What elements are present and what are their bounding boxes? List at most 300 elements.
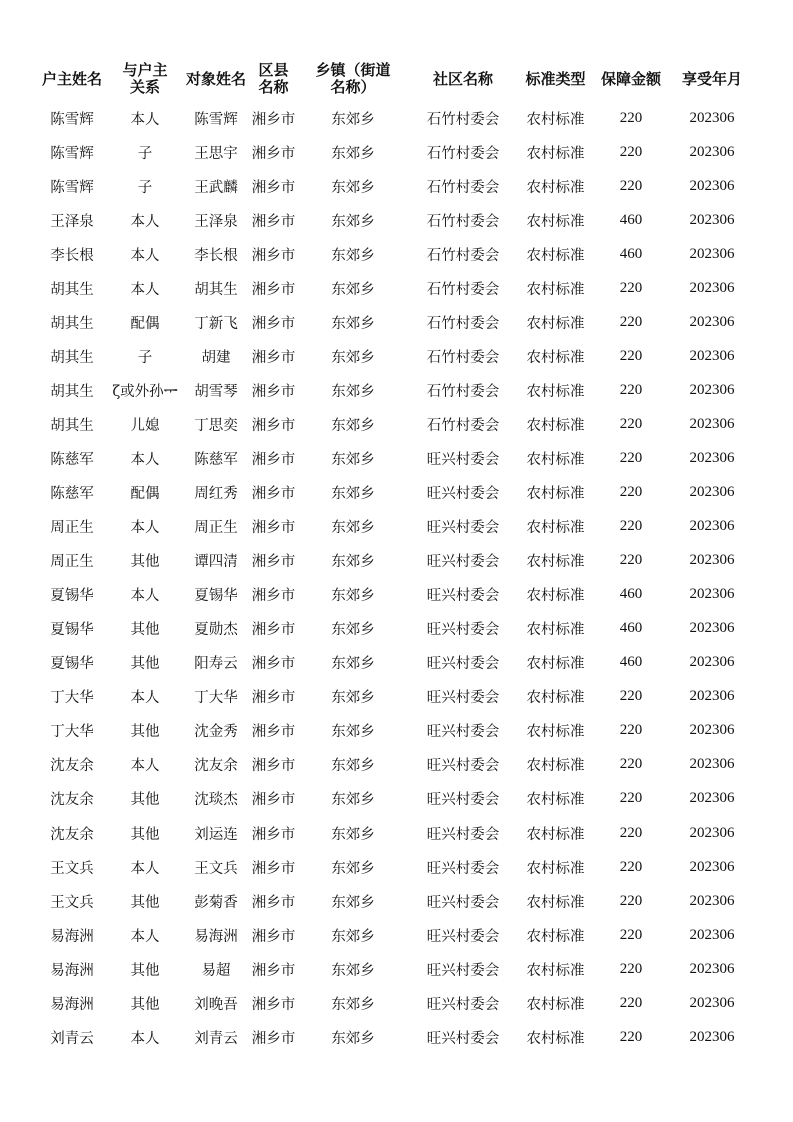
cell-amount xyxy=(594,101,668,135)
cell-town xyxy=(297,850,409,884)
cell-county xyxy=(250,714,297,748)
cell-amount xyxy=(594,441,668,475)
cell-text: 202306 xyxy=(689,824,735,841)
subsidy-table xyxy=(36,57,756,1054)
cell-text: 胡建 xyxy=(201,349,231,366)
cell-text: 石竹村委会 xyxy=(426,349,500,366)
cell-county xyxy=(250,339,297,373)
cell-householder-name xyxy=(36,680,108,714)
table-row xyxy=(36,884,756,918)
cell-text: 本人 xyxy=(130,213,160,230)
cell-text: 其他 xyxy=(130,894,160,911)
cell-relation xyxy=(108,476,182,510)
cell-standard-type xyxy=(517,714,594,748)
cell-amount xyxy=(594,407,668,441)
cell-amount xyxy=(594,782,668,816)
cell-relation xyxy=(108,680,182,714)
cell-text: 李长根 xyxy=(194,247,238,264)
cell-text: 湘乡市 xyxy=(251,690,296,707)
cell-text: 农村标准 xyxy=(526,486,585,503)
cell-text: 农村标准 xyxy=(526,996,585,1013)
cell-recipient-name xyxy=(182,169,250,203)
header-town-name: 乡镇（街道名称） xyxy=(315,61,391,96)
cell-text: 460 xyxy=(619,654,643,671)
cell-householder-name xyxy=(36,646,108,680)
cell-text: 东郊乡 xyxy=(331,383,375,400)
cell-text: 湘乡市 xyxy=(251,962,296,979)
cell-householder-name xyxy=(36,782,108,816)
cell-text: 农村标准 xyxy=(526,451,585,468)
cell-text: 旺兴村委会 xyxy=(426,690,500,707)
cell-text: 本人 xyxy=(130,451,160,468)
cell-period xyxy=(668,476,756,510)
cell-community xyxy=(409,169,517,203)
cell-text: 湘乡市 xyxy=(251,281,296,298)
cell-text: 湘乡市 xyxy=(251,622,296,639)
cell-county xyxy=(250,305,297,339)
cell-text: 丁新飞 xyxy=(194,315,238,332)
cell-text: 东郊乡 xyxy=(331,724,375,741)
cell-community xyxy=(409,782,517,816)
cell-standard-type xyxy=(517,816,594,850)
table-row xyxy=(36,850,756,884)
cell-community xyxy=(409,441,517,475)
cell-period xyxy=(668,986,756,1020)
cell-standard-type xyxy=(517,782,594,816)
cell-recipient-name xyxy=(182,680,250,714)
cell-recipient-name xyxy=(182,271,250,305)
cell-text: 子 xyxy=(137,349,153,366)
cell-recipient-name xyxy=(182,373,250,407)
cell-text: 202306 xyxy=(689,347,735,364)
table-row xyxy=(36,1020,756,1054)
cell-householder-name xyxy=(36,373,108,407)
cell-text: 本人 xyxy=(130,588,160,605)
cell-text: 202306 xyxy=(689,518,735,535)
cell-standard-type xyxy=(517,305,594,339)
cell-period xyxy=(668,578,756,612)
table-row xyxy=(36,748,756,782)
cell-text: 李长根 xyxy=(50,247,94,264)
cell-county xyxy=(250,237,297,271)
cell-text: 其他 xyxy=(130,826,160,843)
header-county-name: 区县名称 xyxy=(258,61,289,96)
cell-text: 东郊乡 xyxy=(331,860,375,877)
cell-text: 农村标准 xyxy=(526,860,585,877)
cell-text: 220 xyxy=(619,143,643,160)
table-row xyxy=(36,101,756,135)
cell-period xyxy=(668,305,756,339)
cell-text: 其他 xyxy=(130,554,160,571)
cell-text: 夏锡华 xyxy=(194,588,238,605)
table-row xyxy=(36,544,756,578)
cell-text: 旺兴村委会 xyxy=(426,792,500,809)
cell-period xyxy=(668,612,756,646)
cell-text: 本人 xyxy=(130,111,160,128)
cell-text: 旺兴村委会 xyxy=(426,928,500,945)
cell-town xyxy=(297,203,409,237)
cell-amount xyxy=(594,135,668,169)
cell-text: 农村标准 xyxy=(526,656,585,673)
cell-text: 220 xyxy=(619,449,643,466)
cell-amount xyxy=(594,544,668,578)
cell-text: 胡其生 xyxy=(50,417,94,434)
cell-text: 东郊乡 xyxy=(331,111,375,128)
cell-text: 湘乡市 xyxy=(251,247,296,264)
cell-community xyxy=(409,884,517,918)
cell-county xyxy=(250,612,297,646)
cell-relation xyxy=(108,237,182,271)
cell-amount xyxy=(594,816,668,850)
cell-community xyxy=(409,203,517,237)
cell-text: 460 xyxy=(619,620,643,637)
cell-community xyxy=(409,850,517,884)
cell-text: 湘乡市 xyxy=(251,213,296,230)
cell-text: 东郊乡 xyxy=(331,486,375,503)
cell-county xyxy=(250,850,297,884)
cell-town xyxy=(297,612,409,646)
cell-text: 本人 xyxy=(130,860,160,877)
cell-text: 旺兴村委会 xyxy=(426,1030,500,1047)
cell-text: 湘乡市 xyxy=(251,588,296,605)
cell-standard-type xyxy=(517,544,594,578)
cell-county xyxy=(250,646,297,680)
cell-county xyxy=(250,135,297,169)
cell-text: 胡雪琴 xyxy=(194,383,238,400)
cell-period xyxy=(668,816,756,850)
cell-recipient-name xyxy=(182,578,250,612)
cell-text: 湘乡市 xyxy=(251,928,296,945)
cell-town xyxy=(297,510,409,544)
cell-recipient-name xyxy=(182,135,250,169)
cell-text: 湘乡市 xyxy=(251,1030,296,1047)
cell-community xyxy=(409,237,517,271)
cell-text: 220 xyxy=(619,926,643,943)
cell-town xyxy=(297,986,409,1020)
cell-standard-type xyxy=(517,101,594,135)
cell-text: 202306 xyxy=(689,586,735,603)
cell-text: 旺兴村委会 xyxy=(426,554,500,571)
cell-relation xyxy=(108,305,182,339)
cell-period xyxy=(668,203,756,237)
cell-text: 旺兴村委会 xyxy=(426,758,500,775)
cell-period xyxy=(668,714,756,748)
cell-text: 220 xyxy=(619,858,643,875)
cell-community xyxy=(409,373,517,407)
cell-householder-name xyxy=(36,612,108,646)
cell-text: 东郊乡 xyxy=(331,656,375,673)
table-row xyxy=(36,237,756,271)
cell-text: 202306 xyxy=(689,177,735,194)
cell-text: 202306 xyxy=(689,449,735,466)
cell-text: 202306 xyxy=(689,143,735,160)
cell-community xyxy=(409,578,517,612)
cell-text: 夏锡华 xyxy=(50,622,94,639)
cell-standard-type xyxy=(517,271,594,305)
cell-community xyxy=(409,714,517,748)
header-amount: 保障金额 xyxy=(600,69,661,88)
cell-text: 农村标准 xyxy=(526,520,585,537)
cell-recipient-name xyxy=(182,544,250,578)
cell-text: 王文兵 xyxy=(194,860,238,877)
cell-county xyxy=(250,271,297,305)
cell-text: 202306 xyxy=(689,926,735,943)
cell-period xyxy=(668,237,756,271)
cell-text: 202306 xyxy=(689,245,735,262)
table-row xyxy=(36,986,756,1020)
cell-text: 220 xyxy=(619,347,643,364)
table-row xyxy=(36,271,756,305)
cell-householder-name xyxy=(36,714,108,748)
cell-text: 本人 xyxy=(130,758,160,775)
cell-text: 本人 xyxy=(130,281,160,298)
table-row xyxy=(36,373,756,407)
cell-relation xyxy=(108,748,182,782)
cell-period xyxy=(668,884,756,918)
cell-text: 农村标准 xyxy=(526,383,585,400)
cell-town xyxy=(297,1020,409,1054)
cell-text: 胡其生 xyxy=(50,383,94,400)
cell-text: 沈友余 xyxy=(50,792,94,809)
cell-text: 202306 xyxy=(689,688,735,705)
table-row xyxy=(36,476,756,510)
cell-text: 农村标准 xyxy=(526,1030,585,1047)
cell-text: 丁大华 xyxy=(194,690,238,707)
cell-text: 陈雪辉 xyxy=(194,111,238,128)
cell-county xyxy=(250,748,297,782)
cell-period xyxy=(668,782,756,816)
cell-standard-type xyxy=(517,748,594,782)
cell-period xyxy=(668,748,756,782)
cell-text: 220 xyxy=(619,1028,643,1045)
cell-amount xyxy=(594,986,668,1020)
cell-standard-type xyxy=(517,850,594,884)
cell-text: 东郊乡 xyxy=(331,588,375,605)
cell-period xyxy=(668,510,756,544)
cell-text: 220 xyxy=(619,109,643,126)
cell-town xyxy=(297,748,409,782)
cell-text: 本人 xyxy=(130,690,160,707)
cell-relation xyxy=(108,1020,182,1054)
header-householder-name: 户主姓名 xyxy=(41,69,102,88)
cell-householder-name xyxy=(36,510,108,544)
cell-text: 农村标准 xyxy=(526,792,585,809)
cell-town xyxy=(297,237,409,271)
cell-community xyxy=(409,748,517,782)
cell-recipient-name xyxy=(182,339,250,373)
cell-town xyxy=(297,680,409,714)
cell-text: 农村标准 xyxy=(526,315,585,332)
cell-standard-type xyxy=(517,952,594,986)
cell-text: 石竹村委会 xyxy=(426,417,500,434)
cell-town xyxy=(297,544,409,578)
cell-text: 王文兵 xyxy=(50,894,94,911)
cell-text: 胡其生 xyxy=(194,281,238,298)
cell-text: 夏锡华 xyxy=(50,656,94,673)
cell-town xyxy=(297,169,409,203)
cell-town xyxy=(297,476,409,510)
cell-text: 东郊乡 xyxy=(331,179,375,196)
cell-text: 沈友余 xyxy=(50,826,94,843)
cell-relation xyxy=(108,782,182,816)
cell-text: 202306 xyxy=(689,620,735,637)
cell-period xyxy=(668,373,756,407)
cell-standard-type xyxy=(517,1020,594,1054)
cell-text: 王泽泉 xyxy=(194,213,238,230)
cell-text: 220 xyxy=(619,960,643,977)
cell-text: 旺兴村委会 xyxy=(426,451,500,468)
cell-recipient-name xyxy=(182,1020,250,1054)
cell-text: 220 xyxy=(619,381,643,398)
cell-county xyxy=(250,884,297,918)
cell-relation xyxy=(108,612,182,646)
cell-amount xyxy=(594,1020,668,1054)
cell-town xyxy=(297,101,409,135)
cell-town xyxy=(297,407,409,441)
cell-text: 易海洲 xyxy=(50,962,94,979)
cell-text: 其他 xyxy=(130,724,160,741)
cell-householder-name xyxy=(36,169,108,203)
cell-text: 旺兴村委会 xyxy=(426,860,500,877)
cell-text: 220 xyxy=(619,279,643,296)
cell-text: 湘乡市 xyxy=(251,145,296,162)
cell-text: 东郊乡 xyxy=(331,520,375,537)
header-row xyxy=(36,57,756,101)
cell-text: 农村标准 xyxy=(526,145,585,162)
cell-text: 其他 xyxy=(130,996,160,1013)
cell-recipient-name xyxy=(182,305,250,339)
cell-text: 王文兵 xyxy=(50,860,94,877)
cell-text: 农村标准 xyxy=(526,213,585,230)
cell-text: 220 xyxy=(619,756,643,773)
table-row xyxy=(36,510,756,544)
cell-text: 湘乡市 xyxy=(251,758,296,775)
cell-text: 202306 xyxy=(689,892,735,909)
cell-town xyxy=(297,135,409,169)
table-row xyxy=(36,782,756,816)
cell-text: 阳寿云 xyxy=(194,656,238,673)
cell-text: 湘乡市 xyxy=(251,451,296,468)
cell-relation xyxy=(108,850,182,884)
cell-amount xyxy=(594,305,668,339)
cell-text: 东郊乡 xyxy=(331,622,375,639)
cell-text: 沈琰杰 xyxy=(194,792,238,809)
cell-period xyxy=(668,952,756,986)
cell-text: 东郊乡 xyxy=(331,792,375,809)
cell-text: 谭四清 xyxy=(194,554,238,571)
cell-county xyxy=(250,1020,297,1054)
cell-text: 农村标准 xyxy=(526,826,585,843)
header-standard-type: 标准类型 xyxy=(525,69,586,88)
cell-relation xyxy=(108,135,182,169)
cell-relation xyxy=(108,544,182,578)
cell-text: 湘乡市 xyxy=(251,417,296,434)
cell-text: 220 xyxy=(619,313,643,330)
cell-text: 易海洲 xyxy=(50,928,94,945)
cell-text: 湘乡市 xyxy=(251,826,296,843)
cell-period xyxy=(668,169,756,203)
cell-amount xyxy=(594,612,668,646)
cell-text: 本人 xyxy=(130,520,160,537)
cell-recipient-name xyxy=(182,816,250,850)
cell-householder-name xyxy=(36,986,108,1020)
cell-period xyxy=(668,544,756,578)
cell-amount xyxy=(594,510,668,544)
cell-text: 湘乡市 xyxy=(251,860,296,877)
cell-text: 易超 xyxy=(201,962,231,979)
cell-householder-name xyxy=(36,850,108,884)
cell-text: 220 xyxy=(619,722,643,739)
cell-county xyxy=(250,544,297,578)
cell-standard-type xyxy=(517,680,594,714)
cell-text: 东郊乡 xyxy=(331,962,375,979)
cell-community xyxy=(409,407,517,441)
cell-text: 石竹村委会 xyxy=(426,179,500,196)
cell-text: 202306 xyxy=(689,994,735,1011)
cell-text: 东郊乡 xyxy=(331,1030,375,1047)
cell-standard-type xyxy=(517,237,594,271)
cell-relation xyxy=(108,169,182,203)
cell-text: 460 xyxy=(619,211,643,228)
cell-town xyxy=(297,373,409,407)
cell-text: 202306 xyxy=(689,1028,735,1045)
cell-text: 陈慈军 xyxy=(50,486,94,503)
cell-text: 周红秀 xyxy=(194,486,238,503)
cell-householder-name xyxy=(36,748,108,782)
cell-standard-type xyxy=(517,918,594,952)
cell-text: 丁思奕 xyxy=(194,417,238,434)
cell-text: 石竹村委会 xyxy=(426,315,500,332)
cell-text: 202306 xyxy=(689,790,735,807)
cell-amount xyxy=(594,850,668,884)
cell-text: 农村标准 xyxy=(526,690,585,707)
cell-householder-name xyxy=(36,441,108,475)
cell-relation xyxy=(108,271,182,305)
cell-text: 旺兴村委会 xyxy=(426,486,500,503)
cell-text: 东郊乡 xyxy=(331,826,375,843)
cell-town xyxy=(297,952,409,986)
cell-text: 周正生 xyxy=(50,520,94,537)
cell-text: 220 xyxy=(619,415,643,432)
cell-county xyxy=(250,441,297,475)
cell-text: 202306 xyxy=(689,756,735,773)
cell-recipient-name xyxy=(182,782,250,816)
cell-community xyxy=(409,986,517,1020)
cell-period xyxy=(668,441,756,475)
cell-text: 湘乡市 xyxy=(251,179,296,196)
cell-householder-name xyxy=(36,918,108,952)
cell-community xyxy=(409,101,517,135)
cell-text: 石竹村委会 xyxy=(426,383,500,400)
table-row xyxy=(36,407,756,441)
cell-standard-type xyxy=(517,612,594,646)
cell-recipient-name xyxy=(182,646,250,680)
header-community-name: 社区名称 xyxy=(432,69,493,88)
cell-text: 220 xyxy=(619,518,643,535)
cell-text: 丁大华 xyxy=(50,724,94,741)
cell-text: 农村标准 xyxy=(526,724,585,741)
cell-text: 本人 xyxy=(130,1030,160,1047)
table-row xyxy=(36,612,756,646)
cell-recipient-name xyxy=(182,612,250,646)
cell-text: 220 xyxy=(619,994,643,1011)
cell-text: ζ或外孙ᆍ xyxy=(112,383,178,400)
cell-town xyxy=(297,884,409,918)
cell-relation xyxy=(108,407,182,441)
cell-relation xyxy=(108,101,182,135)
cell-text: 王思宇 xyxy=(194,145,238,162)
cell-recipient-name xyxy=(182,884,250,918)
